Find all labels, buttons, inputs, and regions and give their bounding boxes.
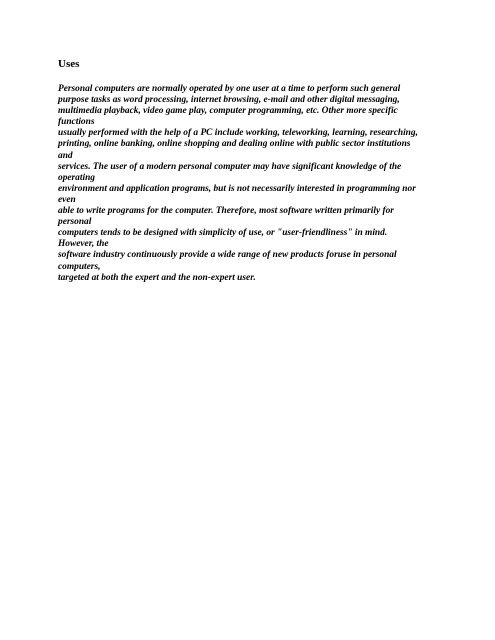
text-line: even (58, 194, 76, 205)
text-line: and (58, 150, 73, 161)
text-line: operating (58, 172, 95, 183)
text-line: personal (58, 217, 92, 228)
text-line: software industry continuously provide a wide range of new products foruse in personal (58, 250, 397, 261)
text-line: purpose tasks as word processing, internet browsing, e-mail and other digital messaging, (58, 95, 400, 106)
section-heading: Uses (58, 58, 80, 70)
text-line: computers tends to be designed with simplicity of use, or "user-friendliness" in mind. (58, 228, 388, 239)
text-line: services. The user of a modern personal computer may have significant knowledge of the (58, 161, 402, 172)
text-line: targeted at both the expert and the non-expert user. (58, 272, 256, 283)
text-line: Personal computers are normally operated by one user at a time to perform such general (58, 84, 401, 94)
text-line: printing, online banking, online shopping and dealing online with public sector institutions (58, 139, 411, 150)
text-line: computers, (58, 261, 101, 272)
text-line: able to write programs for the computer. Therefore, most software written primarily for (58, 206, 394, 217)
text-line: multimedia playback, video game play, computer programming, etc. Other more specific (58, 106, 398, 117)
body-paragraph (58, 84, 443, 284)
text-line: environment and application programs, but is not necessarily interested in programming nor (58, 183, 416, 194)
text-line: functions (58, 117, 95, 128)
text-line: However, the (58, 239, 109, 250)
text-line: usually performed with the help of a PC include working, teleworking, learning, researching, (58, 128, 418, 139)
